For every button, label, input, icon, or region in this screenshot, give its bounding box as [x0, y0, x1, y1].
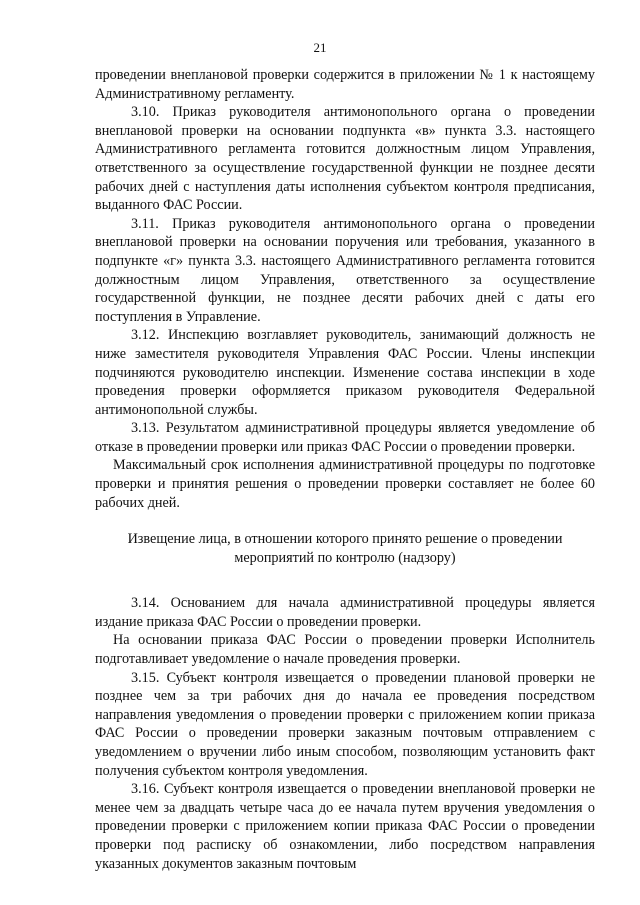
section-heading [95, 530, 595, 568]
paragraph-3-12: 3.12. Инспекцию возглавляет руководитель, занимающий должность не ниже заместителя руководителя Управления ФАС России. Члены инспекции подчиняются руководителю инспекции. Изменение состава инспекции в ходе проведения проверки оформляется приказом руководителя Федеральной антимонопольной службы. [95, 327, 595, 418]
paragraph-3-11: 3.11. Приказ руководителя антимонопольного органа о проведении внеплановой проверки на основании поручения или требования, указанного в подпункте «г» пункта 3.3. настоящего Административного регламента готовится должностным лицом Управления, ответственного за осуществление государственной функции, не позднее десяти рабочих дней с даты его поступления в Управление. [95, 215, 595, 325]
paragraph-continuation: проведении внеплановой проверки содержится в приложении № 1 к настоящему Административному регламенту. [95, 67, 595, 102]
paragraph-3-14: 3.14. Основанием для начала административной процедуры является издание приказа ФАС России о проведении проверки. [95, 595, 595, 630]
paragraph-3-15: 3.15. Субъект контроля извещается о проведении плановой проверки не позднее чем за три рабочих дня до начала ее проведения посредством направления уведомления о проведении проверки с приложением копии приказа ФАС России о проведении проверки заказным почтовым отправлением с уведомлением о вручении либо иным способом, позволяющим установить факт получения субъектом контроля уведомления. [95, 669, 595, 779]
paragraph-3-16: 3.16. Субъект контроля извещается о проведении внеплановой проверки не менее чем за двадцать четыре часа до ее начала путем вручения уведомления о проведении проверки с приложением копии приказа ФАС России о проведении проверки под расписку об ознакомлении, либо посредством направления указанных документов заказным почтовым [95, 781, 595, 872]
section-heading-line1: Извещение лица, в отношении которого принято решение о проведении [127, 531, 563, 548]
section-heading-line2: мероприятий по контролю (надзору) [234, 550, 456, 567]
paragraph-3-10: 3.10. Приказ руководителя антимонопольного органа о проведении внеплановой проверки на основании подпункта «в» пункта 3.3. настоящего Административного регламента готовится должностным лицом Управления, ответственного за осуществление государственной функции не позднее десяти рабочих дней с наступления даты исполнения субъектом контроля предписания, выданного ФАС России. [95, 104, 595, 214]
page-number: 21 [313, 40, 327, 55]
paragraph-max-term: Максимальный срок исполнения административной процедуры по подготовке проверки и принятия решения о проведении проверки составляет не более 60 рабочих дней. [95, 457, 595, 511]
paragraph-order-basis: На основании приказа ФАС России о проведении проверки Исполнитель подготавливает уведомление о начале проведения проверки. [95, 632, 595, 668]
document-body [95, 66, 595, 873]
paragraph-3-13: 3.13. Результатом административной процедуры является уведомление об отказе в проведении проверки или приказ ФАС России о проведении проверки. [95, 420, 595, 455]
